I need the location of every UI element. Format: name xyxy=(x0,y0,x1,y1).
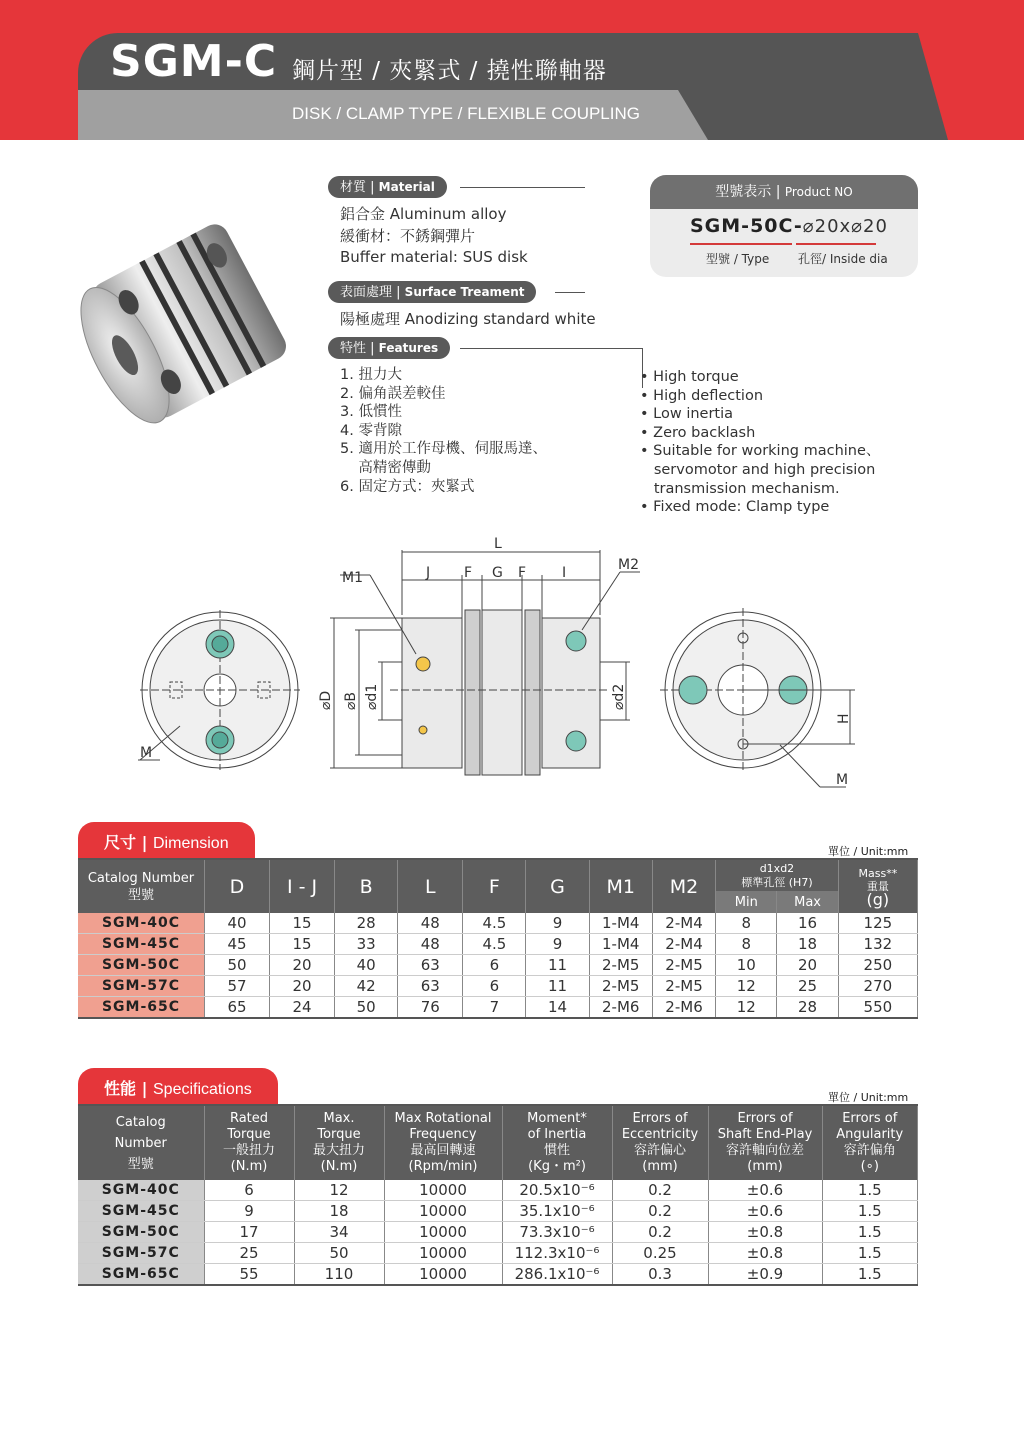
dim-col-L: L xyxy=(398,860,463,913)
drawing-M1: M1 xyxy=(342,570,363,586)
features-list-en xyxy=(640,368,880,517)
dim-cell: 50 xyxy=(204,955,269,976)
spec-cell: 17 xyxy=(204,1222,294,1243)
feature-cn-1: 1. 扭力大 xyxy=(340,367,402,383)
dim-col-mass xyxy=(838,860,917,913)
dim-col-M2: M2 xyxy=(652,860,715,913)
dimension-table xyxy=(78,860,918,1019)
dim-cell: 65 xyxy=(204,997,269,1019)
features-list-cn xyxy=(340,366,547,496)
dim-cell: 63 xyxy=(398,955,463,976)
product-number-header: 型號表示 | Product NO xyxy=(650,175,918,209)
dim-cell: 11 xyxy=(526,976,589,997)
dim-cell: 18 xyxy=(777,934,838,955)
features-label-cn: 特性 xyxy=(340,341,367,356)
dim-cell: 4.5 xyxy=(463,913,526,934)
spec-cell: 55 xyxy=(204,1264,294,1286)
dim-cell: 2-M6 xyxy=(652,997,715,1019)
dim-col-D: D xyxy=(204,860,269,913)
dim-cell: 48 xyxy=(398,934,463,955)
specifications-unit: 單位 / Unit:mm xyxy=(828,1091,909,1104)
drawing-d2: ⌀d2 xyxy=(611,683,627,710)
dim-cell: 76 xyxy=(398,997,463,1019)
specifications-tab-cn: 性能 xyxy=(104,1079,137,1098)
dim-cell: 7 xyxy=(463,997,526,1019)
dim-cell: 40 xyxy=(204,913,269,934)
spec-col-frequency-l3: 最高回轉速 xyxy=(410,1143,476,1158)
spec-cell: 1.5 xyxy=(822,1264,918,1286)
specifications-rows xyxy=(78,1180,918,1285)
dim-cell: 28 xyxy=(777,997,838,1019)
spec-cell: 0.2 xyxy=(612,1201,708,1222)
dim-cell: 63 xyxy=(398,976,463,997)
features-rule xyxy=(460,348,643,349)
dim-cell: 125 xyxy=(838,913,917,934)
drawing-G: G xyxy=(492,565,503,581)
spec-cell: ±0.6 xyxy=(708,1201,822,1222)
dim-col-catalog xyxy=(78,860,204,913)
drawing-J: J xyxy=(426,565,431,581)
spec-cell: 6 xyxy=(204,1180,294,1201)
spec-cell: ±0.9 xyxy=(708,1264,822,1286)
dim-cell: 2-M5 xyxy=(652,976,715,997)
dim-col-catalog-en: Catalog Number xyxy=(87,870,195,886)
model-title: SGM-C xyxy=(110,36,278,87)
feature-en-5c: transmission mechanism. xyxy=(640,480,840,497)
dim-cell: 11 xyxy=(526,955,589,976)
spec-cell: 73.3x10⁻⁶ xyxy=(502,1222,612,1243)
dim-col-M1: M1 xyxy=(589,860,652,913)
spec-cell: 1.5 xyxy=(822,1243,918,1264)
spec-cell: 110 xyxy=(294,1264,384,1286)
dim-cell: 20 xyxy=(270,976,335,997)
table-row xyxy=(78,1201,918,1222)
spec-col-end-play-l2: Shaft End-Play xyxy=(717,1127,813,1142)
dimension-tab: 尺寸 | Dimension xyxy=(78,822,255,860)
feature-en-6: • Fixed mode: Clamp type xyxy=(640,499,830,516)
spec-col-eccentricity-l3: 容許偏心 xyxy=(633,1143,686,1158)
feature-cn-6: 6. 固定方式：夾緊式 xyxy=(340,478,475,495)
specifications-tab-en: Specifications xyxy=(153,1081,252,1098)
dim-cell: 132 xyxy=(838,934,917,955)
dim-cell: SGM-65C xyxy=(78,997,204,1019)
dim-col-min: Min xyxy=(716,891,777,913)
dim-col-mass-en: Mass** xyxy=(858,867,898,880)
spec-col-frequency-l1: Max Rotational xyxy=(394,1111,492,1126)
dim-cell: 2-M5 xyxy=(589,976,652,997)
spec-cell: SGM-40C xyxy=(78,1180,204,1201)
spec-col-max-torque-l1: Max. xyxy=(323,1111,355,1126)
dimension-rows xyxy=(78,913,918,1018)
table-row xyxy=(78,997,918,1019)
specifications-table xyxy=(78,1106,918,1286)
surface-label-en: Surface Treament xyxy=(404,285,525,299)
product-number-box xyxy=(650,175,918,277)
dim-cell: 4.5 xyxy=(463,934,526,955)
dim-col-d1d2-cn: 標準孔徑 (H7) xyxy=(741,875,813,889)
spec-cell: 34 xyxy=(294,1222,384,1243)
material-label-cn: 材質 xyxy=(340,180,367,195)
spec-col-max-torque-l4: (N.m) xyxy=(320,1159,358,1174)
spec-cell: 0.25 xyxy=(612,1243,708,1264)
dim-cell: 1-M4 xyxy=(589,913,652,934)
dim-cell: 12 xyxy=(716,997,777,1019)
spec-cell: SGM-50C xyxy=(78,1222,204,1243)
spec-cell: SGM-65C xyxy=(78,1264,204,1286)
dim-cell: 2-M6 xyxy=(589,997,652,1019)
drawing-F2: F xyxy=(518,565,527,581)
spec-col-frequency-l4: (Rpm/min) xyxy=(408,1159,478,1174)
material-line1: 鋁合金 Aluminum alloy xyxy=(340,205,507,223)
spec-col-angularity-l2: Angularity xyxy=(836,1127,904,1142)
material-line3: Buffer material: SUS disk xyxy=(340,248,528,266)
dim-col-G: G xyxy=(526,860,589,913)
dim-cell: 15 xyxy=(270,934,335,955)
spec-cell: 1.5 xyxy=(822,1201,918,1222)
product-number-label-en: Product NO xyxy=(784,185,853,199)
dim-cell: 25 xyxy=(777,976,838,997)
dim-cell: 42 xyxy=(335,976,398,997)
dim-cell: 57 xyxy=(204,976,269,997)
feature-cn-5b: 高精密傳動 xyxy=(340,459,431,476)
dim-cell: 16 xyxy=(777,913,838,934)
feature-cn-5: 5. 適用於工作母機、伺服馬達、 xyxy=(340,441,547,458)
table-row xyxy=(78,934,918,955)
spec-cell: ±0.8 xyxy=(708,1243,822,1264)
technical-drawing xyxy=(120,530,880,795)
dim-col-max: Max xyxy=(777,891,838,913)
spec-col-catalog-l1: Catalog xyxy=(115,1114,166,1130)
material-label-en: Material xyxy=(378,180,435,194)
drawing-H: H xyxy=(836,713,852,724)
spec-col-rated-l4: (N.m) xyxy=(230,1159,268,1174)
dim-cell: SGM-50C xyxy=(78,955,204,976)
product-code-type: SGM-50C- xyxy=(690,215,803,237)
spec-cell: ±0.6 xyxy=(708,1180,822,1201)
drawing-F1: F xyxy=(464,565,473,581)
dim-cell: 8 xyxy=(716,934,777,955)
title-english: DISK / CLAMP TYPE / FLEXIBLE COUPLING xyxy=(292,104,640,123)
spec-col-rated-l2: Torque xyxy=(227,1127,271,1142)
dim-cell: 45 xyxy=(204,934,269,955)
table-row xyxy=(78,913,918,934)
dim-cell: 40 xyxy=(335,955,398,976)
spec-col-inertia-l4: (Kg・m²) xyxy=(528,1159,586,1174)
dim-cell: 2-M5 xyxy=(589,955,652,976)
material-pill: 材質 | Material xyxy=(328,176,447,198)
spec-cell: 0.3 xyxy=(612,1264,708,1286)
dim-col-mass-cn: 重量 xyxy=(866,880,889,893)
spec-cell: 10000 xyxy=(384,1243,502,1264)
dim-col-F: F xyxy=(463,860,526,913)
drawing-d1: ⌀d1 xyxy=(364,683,380,710)
spec-cell: 112.3x10⁻⁶ xyxy=(502,1243,612,1264)
dim-cell: 2-M4 xyxy=(652,913,715,934)
right-end-view xyxy=(660,608,855,787)
spec-col-catalog-l2: Number xyxy=(114,1135,167,1151)
spec-col-eccentricity xyxy=(612,1106,708,1180)
dim-cell: 15 xyxy=(270,913,335,934)
dim-cell: 250 xyxy=(838,955,917,976)
dim-cell: SGM-57C xyxy=(78,976,204,997)
table-row xyxy=(78,1180,918,1201)
spec-cell: 1.5 xyxy=(822,1222,918,1243)
left-end-view xyxy=(138,610,300,770)
spec-col-max-torque xyxy=(294,1106,384,1180)
product-code xyxy=(690,215,888,237)
drawing-m-left: M xyxy=(140,745,153,761)
feature-en-1: • High torque xyxy=(640,369,739,385)
spec-cell: 0.2 xyxy=(612,1180,708,1201)
dim-cell: 33 xyxy=(335,934,398,955)
table-row xyxy=(78,976,918,997)
table-row xyxy=(78,1222,918,1243)
spec-cell: 10000 xyxy=(384,1222,502,1243)
spec-col-catalog xyxy=(78,1106,204,1180)
dim-cell: 50 xyxy=(335,997,398,1019)
surface-line1: 陽極處理 Anodizing standard white xyxy=(340,310,596,328)
dim-cell: 6 xyxy=(463,955,526,976)
feature-en-4: • Zero backlash xyxy=(640,424,756,441)
table-row xyxy=(78,1243,918,1264)
spec-col-rated-l1: Rated xyxy=(229,1111,269,1126)
dim-col-d1d2-label: d1xd2 xyxy=(759,861,795,875)
dim-cell: 270 xyxy=(838,976,917,997)
dim-cell: 20 xyxy=(777,955,838,976)
dim-col-catalog-cn: 型號 xyxy=(127,887,154,903)
dim-cell: 550 xyxy=(838,997,917,1019)
dim-cell: 2-M5 xyxy=(652,955,715,976)
spec-cell: 25 xyxy=(204,1243,294,1264)
surface-pill: 表面處理 | Surface Treament xyxy=(328,281,536,303)
feature-en-2: • High deflection xyxy=(640,387,764,404)
dim-col-mass-unit: (g) xyxy=(866,890,890,909)
table-row xyxy=(78,1264,918,1286)
side-view xyxy=(330,550,640,775)
drawing-M2: M2 xyxy=(618,557,639,573)
spec-col-eccentricity-l4: (mm) xyxy=(642,1159,678,1174)
spec-cell: 1.5 xyxy=(822,1180,918,1201)
specifications-tab: 性能 | Specifications xyxy=(78,1068,278,1106)
drawing-m-right: M xyxy=(836,772,849,788)
drawing-B: ⌀B xyxy=(343,691,359,710)
dim-cell: 12 xyxy=(716,976,777,997)
spec-cell: SGM-45C xyxy=(78,1201,204,1222)
spec-col-inertia-l3: 慣性 xyxy=(543,1143,570,1158)
product-code-dia: ⌀20x⌀20 xyxy=(802,216,888,237)
surface-rule xyxy=(555,292,585,293)
feature-en-5: • Suitable for working machine、 xyxy=(640,443,881,460)
title-chinese: 鋼片型 / 夾緊式 / 撓性聯軸器 xyxy=(292,58,607,84)
dim-cell: 14 xyxy=(526,997,589,1019)
spec-cell: 10000 xyxy=(384,1201,502,1222)
spec-cell: 0.2 xyxy=(612,1222,708,1243)
dim-cell: 6 xyxy=(463,976,526,997)
dim-cell: 2-M4 xyxy=(652,934,715,955)
product-number-label-cn: 型號表示 xyxy=(715,184,772,200)
spec-col-angularity-l3: 容許偏角 xyxy=(843,1143,896,1158)
dim-cell: 24 xyxy=(270,997,335,1019)
spec-col-end-play xyxy=(708,1106,822,1180)
spec-col-frequency xyxy=(384,1106,502,1180)
dimension-tab-cn: 尺寸 xyxy=(104,833,137,852)
spec-col-end-play-l3: 容許軸向位差 xyxy=(725,1143,804,1158)
features-pill: 特性 | Features xyxy=(328,337,450,359)
drawing-I: I xyxy=(562,565,567,581)
table-row xyxy=(78,955,918,976)
material-line2: 緩衝材：不銹鋼彈片 xyxy=(340,227,476,245)
dim-cell: 8 xyxy=(716,913,777,934)
dim-cell: 9 xyxy=(526,913,589,934)
feature-cn-4: 4. 零背隙 xyxy=(340,422,402,439)
dim-cell: SGM-40C xyxy=(78,913,204,934)
dia-underline xyxy=(796,243,876,245)
drawing-D: ⌀D xyxy=(318,690,334,710)
dim-cell: 1-M4 xyxy=(589,934,652,955)
spec-cell: 18 xyxy=(294,1201,384,1222)
spec-col-angularity-l4: (∘) xyxy=(860,1159,879,1174)
feature-cn-2: 2. 偏角誤差較佳 xyxy=(340,385,446,402)
spec-col-inertia-l2: of Inertia xyxy=(527,1127,587,1142)
spec-cell: ±0.8 xyxy=(708,1222,822,1243)
type-label: 型號 / Type xyxy=(706,252,770,266)
spec-col-max-torque-l3: 最大扭力 xyxy=(312,1143,365,1158)
dimension-tab-en: Dimension xyxy=(153,835,229,852)
spec-col-angularity xyxy=(822,1106,918,1180)
coupling-photo xyxy=(58,220,308,440)
spec-col-angularity-l1: Errors of xyxy=(842,1111,898,1126)
spec-col-max-torque-l2: Torque xyxy=(317,1127,361,1142)
spec-col-frequency-l2: Frequency xyxy=(409,1127,477,1142)
dim-cell: 28 xyxy=(335,913,398,934)
type-underline xyxy=(690,243,792,245)
spec-col-rated xyxy=(204,1106,294,1180)
spec-col-eccentricity-l2: Eccentricity xyxy=(621,1127,699,1142)
spec-cell: 10000 xyxy=(384,1264,502,1286)
dim-col-d1d2 xyxy=(716,860,839,891)
spec-cell: 20.5x10⁻⁶ xyxy=(502,1180,612,1201)
feature-en-3: • Low inertia xyxy=(640,406,734,423)
feature-cn-3: 3. 低慣性 xyxy=(340,404,402,421)
dimension-unit: 單位 / Unit:mm xyxy=(828,845,909,858)
spec-cell: 50 xyxy=(294,1243,384,1264)
drawing-L: L xyxy=(494,536,502,552)
dim-col-B: B xyxy=(335,860,398,913)
spec-col-end-play-l1: Errors of xyxy=(737,1111,793,1126)
material-rule xyxy=(460,187,585,188)
spec-col-rated-l3: 一般扭力 xyxy=(222,1143,275,1158)
spec-cell: 10000 xyxy=(384,1180,502,1201)
spec-cell: SGM-57C xyxy=(78,1243,204,1264)
spec-col-catalog-l3: 型號 xyxy=(127,1156,154,1172)
features-label-en: Features xyxy=(378,341,439,355)
dim-cell: 48 xyxy=(398,913,463,934)
dim-col-IJ: I - J xyxy=(270,860,335,913)
spec-cell: 35.1x10⁻⁶ xyxy=(502,1201,612,1222)
dim-cell: 10 xyxy=(716,955,777,976)
spec-cell: 286.1x10⁻⁶ xyxy=(502,1264,612,1286)
spec-col-inertia-l1: Moment* xyxy=(527,1111,587,1126)
feature-en-5b: servomotor and high precision xyxy=(640,461,876,478)
dim-cell: 20 xyxy=(270,955,335,976)
dia-label: 孔徑/ Inside dia xyxy=(798,252,888,266)
surface-label-cn: 表面處理 xyxy=(340,285,393,300)
dim-cell: 9 xyxy=(526,934,589,955)
spec-col-end-play-l4: (mm) xyxy=(747,1159,783,1174)
spec-col-inertia xyxy=(502,1106,612,1180)
dim-cell: SGM-45C xyxy=(78,934,204,955)
spec-col-eccentricity-l1: Errors of xyxy=(632,1111,688,1126)
spec-cell: 9 xyxy=(204,1201,294,1222)
spec-cell: 12 xyxy=(294,1180,384,1201)
